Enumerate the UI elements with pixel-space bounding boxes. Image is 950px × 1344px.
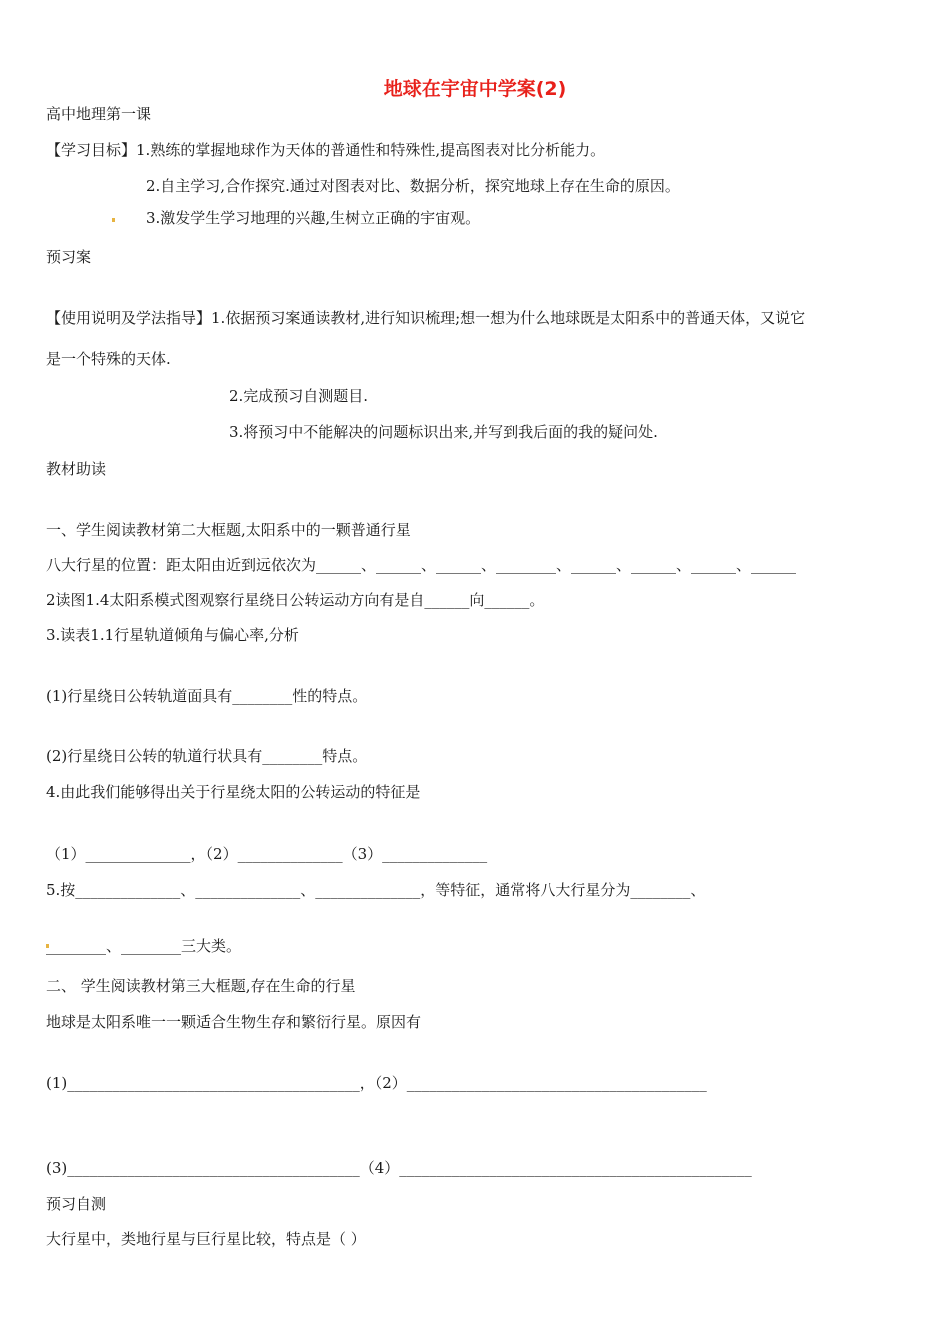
section-1-q3b: (2)行星绕日公转的轨道行状具有________特点。: [46, 747, 368, 765]
instruction-item-1a: 1.依据预习案通读教材,进行知识梳理;想一想为什么地球既是太阳系中的普通天体，又说它: [211, 309, 806, 327]
section-2-reasons-2: (3)_______________________________________（4）_______________________________________________: [46, 1159, 752, 1177]
section-1-q3: 3.读表1.1行星轨道倾角与偏心率,分析: [46, 626, 299, 644]
preview-label: 预习案: [46, 248, 92, 266]
self-test-label: 预习自测: [46, 1195, 107, 1213]
section-2-intro: 地球是太阳系唯一一颗适合生物生存和繁衍行星。原因有: [46, 1013, 422, 1031]
objective-item-1: 1.熟练的掌握地球作为天体的普通性和特殊性,提高图表对比分析能力。: [136, 141, 606, 159]
section-2-reasons-1: (1)_______________________________________，（2）________________________________________: [46, 1074, 707, 1092]
objectives-heading: 【学习目标】: [46, 141, 137, 159]
instructions-line-1: [46, 308, 805, 328]
section-1-q4: 4.由此我们能够得出关于行星绕太阳的公转运动的特征是: [46, 783, 421, 801]
instruction-item-1b: 是一个特殊的天体.: [46, 350, 171, 368]
section-1-q4a: （1）______________，（2）______________（3）______________: [46, 845, 488, 863]
document-title: 地球在宇宙中学案(2): [383, 78, 567, 100]
section-1-q3a: (1)行星绕日公转轨道面具有________性的特点。: [46, 687, 368, 705]
self-test-q1: 大行星中，类地行星与巨行星比较，特点是（ ）: [46, 1230, 366, 1248]
section-1-q2: 2读图1.4太阳系模式图观察行星绕日公转运动方向有是自______向______。: [46, 591, 545, 609]
section-1-q1: 八大行星的位置：距太阳由近到远依次为______、______、______、________、______、______、______、______: [46, 556, 797, 574]
section-1-q5b: ________、________三大类。: [46, 937, 242, 955]
objectives-line-1: [46, 140, 605, 160]
objective-item-3: 3.激发学生学习地理的兴趣,生树立正确的宇宙观。: [146, 209, 481, 227]
textbook-label: 教材助读: [46, 460, 107, 478]
section-1-q5a: 5.按______________、______________、______________，等特征，通常将八大行星分为________、: [46, 881, 706, 899]
course-label: 高中地理第一课: [46, 105, 152, 123]
instruction-item-3: 3.将预习中不能解决的问题标识出来,并写到我后面的我的疑问处.: [229, 423, 658, 441]
instructions-heading: 【使用说明及学法指导】: [46, 309, 212, 327]
objective-item-2: 2.自主学习,合作探究.通过对图表对比、数据分析，探究地球上存在生命的原因。: [146, 177, 680, 195]
stray-mark: [112, 218, 115, 222]
section-1-heading: 一、学生阅读教材第二大框题,太阳系中的一颗普通行星: [46, 521, 411, 539]
section-2-heading: 二、 学生阅读教材第三大框题,存在生命的行星: [46, 977, 356, 995]
instruction-item-2: 2.完成预习自测题目.: [229, 387, 369, 405]
